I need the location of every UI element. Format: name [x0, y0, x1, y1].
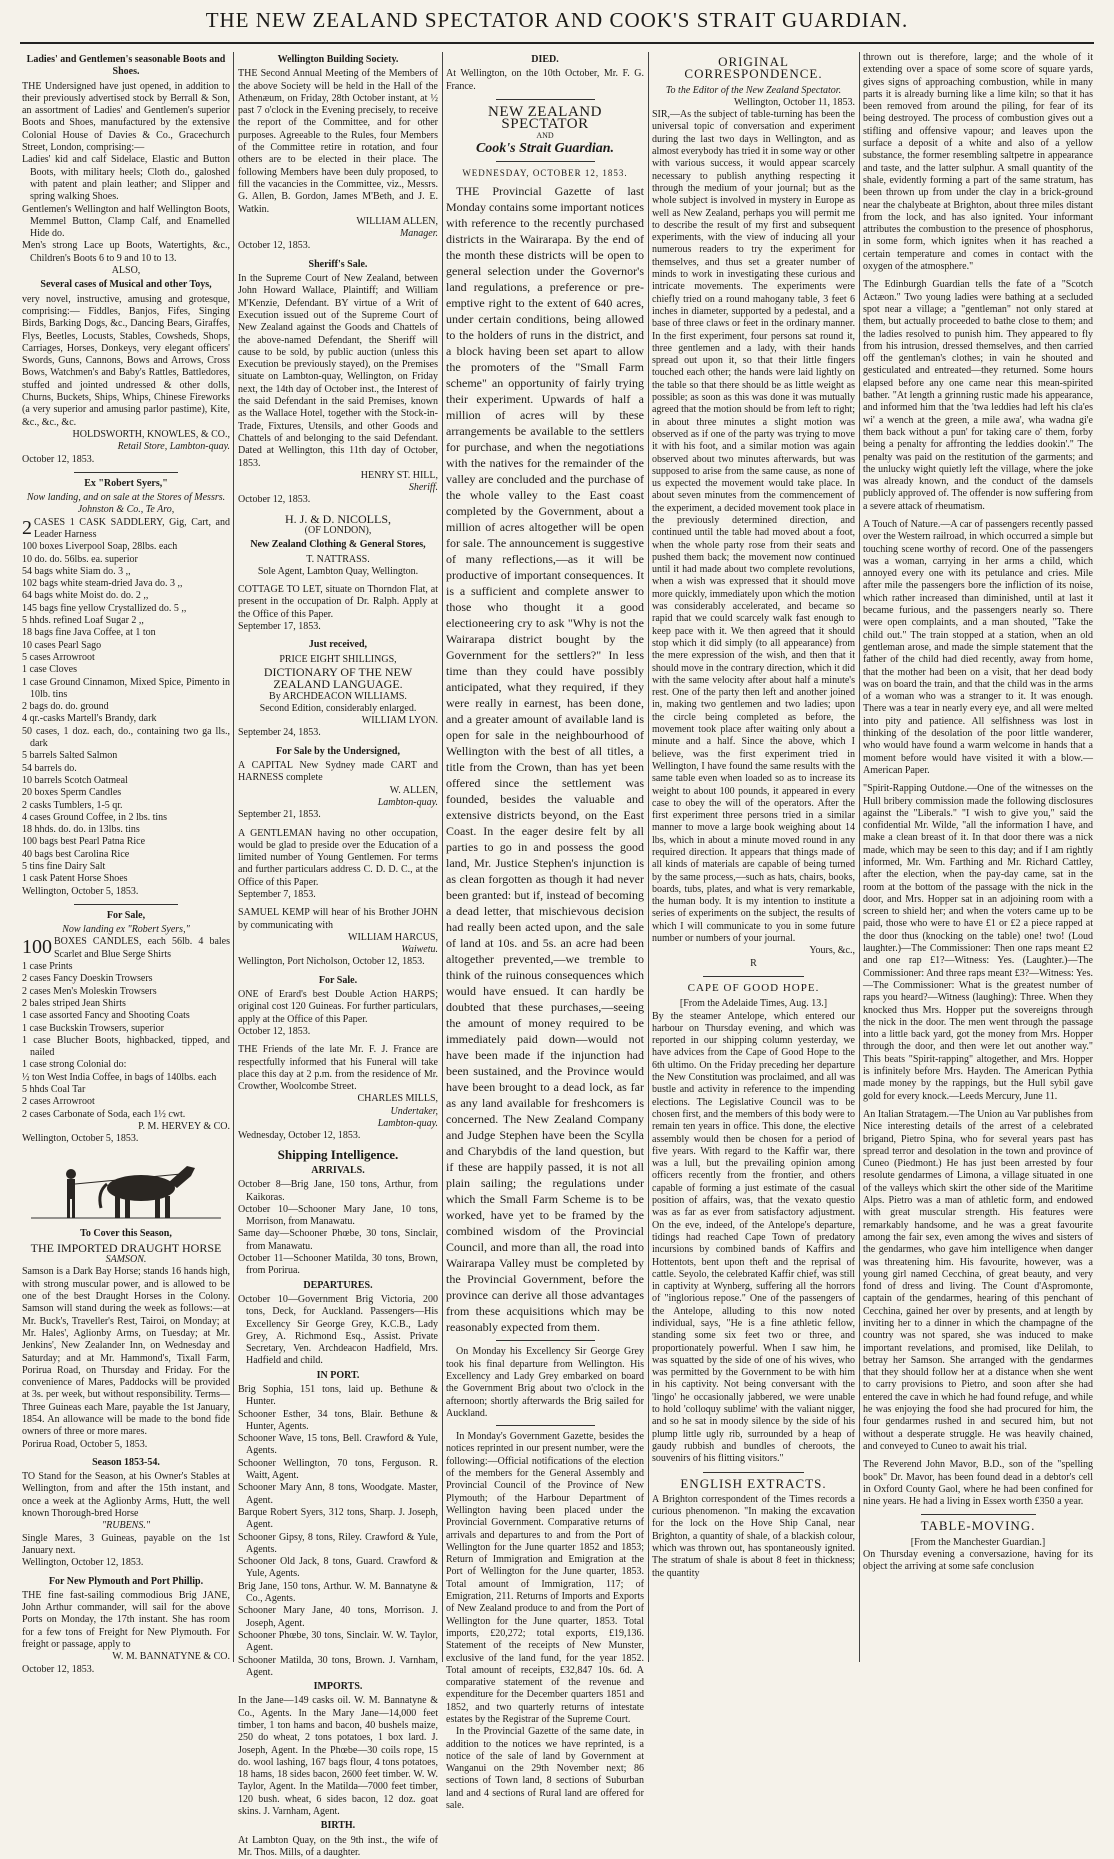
- article-body: The Reverend John Mavor, B.D., son of the "spelling book" Dr. Mavor, has been found dead in a debtor's cell in Oxford County Gaol, where he had been confined for nine years. He had a living in Essex worth £350 a year.: [863, 1459, 1093, 1508]
- advertiser-address: Retail Store, Lambton-quay.: [117, 441, 230, 453]
- list-item: Gentlemen's Wellington and half Wellington Boots, Memmel Button, Clamp Calf, and Enamelled Hide do.: [22, 203, 230, 240]
- advertiser-name: CHARLES MILLS,: [357, 1093, 438, 1105]
- advert-heading: For Sale,: [106, 909, 146, 921]
- article-body: On Thursday evening a conversazione, having for its object the arriving at some safe conclusion: [863, 1549, 1093, 1573]
- paper-and: AND: [536, 131, 554, 141]
- letter-address: To the Editor of the New Zealand Spectator.: [665, 84, 842, 96]
- subsection-heading: IN PORT.: [316, 1369, 360, 1381]
- advertiser-address: Lambton-quay.: [377, 796, 438, 808]
- advert-body: Samson is a Dark Bay Horse; stands 16 hands high, with strong muscular power, and is allowed to be one of the best Draught Horses in the Colony. Samson will stand during the week as follows:—at Mr. Buck's, Traveller's Rest, Tairoi, on Monday; at Mr. Hales', Aglionby Arms, on Tuesday; at Mr. Jenkins', New Zealander Inn, on Wednesday and Saturday; and at Mr. Hammond's, Tixall Farm, Porirua Road, on Thursday and Friday. For the convenience of Mares, Paddocks will be provided at 3s. per week, but without responsibility. Terms—Three Guineas each Mare, payable the 1st January, 1854. An allowance will be made to the bond fide owners of three or more mares.: [22, 1266, 230, 1438]
- advert-subheading: ALSO,: [111, 265, 141, 277]
- advert-lead: BOXES CANDLES, each 56lb. 4 bales Scarlet and Blue Serge Shirts: [54, 936, 230, 960]
- article-heading: CAPE OF GOOD HOPE.: [687, 981, 820, 994]
- divider: [496, 161, 595, 162]
- advertiser-address: Waiwetu.: [401, 944, 438, 956]
- dictionary-advert: [238, 639, 438, 739]
- list-item: 10 do. do. 56lbs. ea. superior: [22, 553, 138, 565]
- divider: [921, 1514, 1036, 1515]
- kemp-advert: [238, 907, 438, 968]
- advert-lead: THE IMPORTED DRAUGHT HORSE: [30, 1240, 222, 1255]
- correspondence-letter: [652, 56, 855, 970]
- advertiser-origin: (OF LONDON),: [304, 524, 372, 536]
- advert-price: PRICE EIGHT SHILLINGS,: [279, 653, 397, 665]
- divider: [74, 472, 178, 473]
- advert-heading: Wellington Building Society.: [277, 54, 399, 65]
- subsection-heading: ARRIVALS.: [311, 1164, 365, 1176]
- list-item: 10 cases Pearl Sago: [22, 639, 102, 651]
- paper-title: NEW ZEALAND SPECTATOR: [488, 103, 602, 133]
- advert-date: October 12, 1853.: [22, 1663, 95, 1675]
- advert-lead: CASES 1 CASK SADDLERY, Gig, Cart, and Leader Harness: [34, 516, 230, 540]
- divider: [496, 1340, 595, 1341]
- list-item: 50 cases, 1 doz. each, do., containing two ga lls., dark: [22, 725, 230, 750]
- list-item: Ladies' kid and calf Sidelace, Elastic and Button Boots, with military heels; Cloth do., galoshed with patent and plain leather; and Slipper and spring walking Shoes.: [22, 154, 230, 203]
- list-item: October 10—Government Brig Victoria, 200 tons, Deck, for Auckland. Passengers—His Excellency Sir George Grey, K.C.B., Lady Grey, A. Richmond Esq., Assist. Private Secretary, Ven. Archdeacon Hadfield, Mrs. Hadfield and child.: [238, 1293, 438, 1367]
- list-item: Schooner Wellington, 70 tons, Ferguson. R. Waitt, Agent.: [238, 1457, 438, 1482]
- list-item: 1 case strong Colonial do:: [22, 1059, 127, 1071]
- article-body: A Touch of Nature.—A car of passengers recently passed over the Western railroad, in which occurred a simple but touching scene worthy of record. One of the passengers was a woman, carrying in her arms a child, which annoyed every one with its petulance and cries. Mile after mile the passengers bore the infliction of its noise, which rather increased than diminished, until at last it became furious, and the passengers nearly so. There were open complaints, and a man shouted, "Take the child out." The train stopped at a station, when an old gentleman arose, and made the simple statement that the father of the child had died recently, away from home, that the mother had been on a visit, that her dead body was on board the train, and that the child was in the arms of a woman who was a stranger to it. It was enough. There was a tear in nearly every eye, and all were melted into pity and patience. All selfishness was lost in thinking of the desolation of the poor little wanderer, who would have found a warm welcome in hands that a moment before would have visited it with a blow.—American Paper.: [863, 518, 1093, 776]
- section-heading: ENGLISH EXTRACTS.: [680, 1475, 827, 1491]
- advert-heading: New Zealand Clothing & General Stores,: [250, 539, 426, 551]
- letter-body: SIR,—As the subject of table-turning has been the universal topic of conversation and experiment during the last two days in Wellington, and as almost everybody has tried it in some way or other with various success, it would appear scarcely necessary to publish anything respecting it through the medium of your journal; but as the whole subject is involved in mystery in Europe as well as New Zealand, perhaps you will permit me to describe the result of my first and subsequent experiments, with the view of inducing all your numerous readers to try the experiment for themselves, and thus set a greater number of minds to work in investigating these curious and intricate movements. The experiments were chiefly tried on a round mahogany table, 3 feet 6 inches in diameter, supported by a pedestal, and a base of three claws or feet in the ordinary manner. In the first experiment, four persons sat round it, three gentlemen and a lady, with their hands spread out upon it, so that their little fingers touched each other; the hands were laid lightly on the table so that there should be as little weight as possible; as soon as this was done it was mutually agreed that the motion should be from left to right; in about three minutes a slight motion was observed as if one of the party was trying to move it with his foot, and a similar motion was again observed about two minutes afterwards, but was supposed to arise from the same cause, as none of us expected the movement would take place. In about seven minutes from the commencement of the experiment, a decided movement took place in the previously determined direction, and continued until the table had moved about a foot, when the whole party rose from their seats and pushed them back; the movement now continued until it had made about two complete revolutions, when a wish was expressed that it should move more quickly, immediately upon which the motion was considerably accelerated, and became so rapid that we could scarcely walk fast enough to keep pace with it. We then agreed that it should stop which it did simply (to all appearance) from the mere expression of the wish, and then that it should move in the contrary direction, which it did with the same velocity after about half a minute's rest. One of the party then left and another joined in, making two gentlemen and two ladies; upon the circle being completed as before, the movement took place after waiting only about a minute and a half. Since the above, which I believe, was the first experiment tried in Wellington, I have found the same results with the same table even when loaded so as to increase its weight to about 100 pounds, it appeared in every case to obey the will of the operators. After the first experiment three persons tried in a similar manner to move a large book weighing about 14 lbs, which in about a minute moved round in any required direction. It appears that things made of all kinds of materials are capable of being turned by the same process,—such as hats, chairs, books, boards, tubs, plates, and what is very remarkable, the human body. It is my intention to institute a series of experiments on the subject, the results of which I will communicate to you in some future number or numbers of your journal.: [652, 109, 856, 945]
- subsection-heading: IMPORTS.: [313, 1681, 363, 1693]
- advert-date: Wellington, Port Nicholson, October 12, 1853.: [238, 956, 425, 968]
- column-5: [863, 52, 1093, 1662]
- advertiser-name: W. M. BANNATYNE & CO.: [112, 1651, 230, 1663]
- list-item: 100 bags best Pearl Patna Rice: [22, 836, 146, 848]
- imports-text: In the Jane—149 casks oil. W. M. Bannatyne & Co., Agents. In the Mary Jane—14,000 feet timber, 1 ton hams and bacon, 40 bushels maize, 250 do wheat, 2 tons potatoes, 1 box lard. J. Joseph, Agent. In the Phœbe—30 coils rope, 15 do. wool lashing, 167 bags flour, 4 tons potatoes, 18 hams, 18 sides bacon, 2600 feet timber. W. W. Taylor, Agent. In the Matilda—7000 feet timber, 120 bush. wheat, 6 sides bacon, 12 doz. goat skins. J. Varnham, Agent.: [238, 1695, 438, 1818]
- advert-heading: For Sale.: [318, 974, 358, 986]
- list-item: 4 qr.-casks Martell's Brandy, dark: [22, 713, 157, 725]
- advertiser-name: H. J. & D. NICOLLS,: [284, 511, 391, 526]
- advertiser-role: Sheriff.: [408, 482, 438, 494]
- nicolls-advert: [238, 513, 438, 578]
- editorial-text: [446, 183, 644, 1812]
- list-item: 10 barrels Scotch Oatmeal: [22, 774, 128, 786]
- advert-heading: To Cover this Season,: [80, 1227, 172, 1239]
- advert-date: September 21, 1853.: [238, 809, 321, 821]
- advertiser-name: T. NATTRASS.: [306, 553, 370, 565]
- advertiser-name: HENRY ST. HILL,: [360, 469, 438, 481]
- subsection-heading: BIRTH.: [320, 1820, 356, 1832]
- advert-date: September 7, 1853.: [238, 889, 316, 900]
- article-body: An Italian Stratagem.—The Union au Var publishes from Nice interesting details of the arrest of a celebrated brigand, Pietro Spina, who for several years past has spread terror and desolation in the town and province of Cuneo (Piedmont.) He has just been arrested by four resolute gendarmes of Limona, a village situated in one of the valleys which skirt the other side of the Maritime Alps. Pietro was a man of athletic form, and endowed with great muscular strength. His features were remarkably handsome, and he was a great favourite among the fair sex, even among the wives and sisters of the gendarmes, who gave him intelligence when danger was threatening him. His favourite, however, was a young girl named Cecchina, of great beauty, and very fond of dress and living. The Count d'Aspromonte, captain of the gendarmes, hearing of this penchant of Cecchina, gained her over by presents, and at length by inviting her to a dinner in which the champagne of the country was not spared, she was induced to make important revelations, and promised, like Delilah, to betray her Samson. She arranged with the gendarmes that they should follow her at a distance when she went to carry provisions to Pietro, and soon after she had entered the cave in which he had found refuge, and while he was enjoying the food she had procured for him, the four gendarmes rushed in and secured him, but not without a desperate struggle. He was heavily chained, and conveyed to Cuneo to await his trial.: [863, 1108, 1093, 1452]
- advert-date: October 12, 1853.: [22, 453, 95, 465]
- list-item: 5 hhds. refined Loaf Sugar 2 ,,: [22, 615, 144, 627]
- article-body: A Brighton correspondent of the Times records a curious phenomenon. "In making the excavation for the lock on the Hove Ship Canal, near Brighton, a quantity of shale, of a blackish colour, which was thrown out, has spontaneously ignited. The stratum of shale is about 8 feet in thickness; the quantity: [652, 1493, 855, 1579]
- column-rule: [233, 52, 234, 1662]
- tutor-advert: [238, 828, 438, 902]
- candles-advert: [22, 910, 230, 1146]
- list-item: 1 case Blucher Boots, highbacked, tipped, and nailed: [22, 1034, 230, 1059]
- plymouth-advert: [22, 1576, 230, 1676]
- advert-body: COTTAGE TO LET, situate on Thorndon Flat, at present in the occupation of Dr. Ralph. Apply at the Office of this Paper.: [238, 584, 438, 620]
- editorial-paragraph: In the Provincial Gazette of the same date, in addition to the notices we have reprinted, is a notice of the sale of land by Government at Wanganui on the 29th November next; 86 sections of Town land, 8 sections of Suburban land and 4 sections of Rural land are offered for sale.: [446, 1726, 644, 1812]
- boots-advert: [22, 54, 230, 466]
- section-heading: ORIGINAL CORRESPONDENCE.: [684, 54, 823, 82]
- advert-date: October 12, 1853.: [238, 1025, 311, 1037]
- sheriff-sale-advert: [238, 259, 438, 507]
- shipping-intelligence: [238, 1146, 438, 1859]
- letter-signature: R: [750, 957, 757, 969]
- notice-body: At Wellington, on the 10th October, Mr. F. G. France.: [446, 68, 644, 92]
- rubens-advert: [22, 1457, 230, 1570]
- list-item: 54 barrels do.: [22, 762, 77, 774]
- masthead-rule: [20, 42, 1094, 44]
- advert-date: September 17, 1853.: [238, 621, 321, 633]
- list-item: Barque Robert Syers, 312 tons, Sharp. J. Joseph, Agent.: [238, 1506, 438, 1531]
- article-body: "Spirit-Rapping Outdone.—One of the witnesses on the Hull bribery commission made the following disclosures against the "Liberals." "I wish to give you," said the confidential Mr. Wilde, "all the information I have, and make a clean breast of it. In that door there was a nick made, which may be seen to this day; and if I am rightly informed, Mr. Wm. Farthing and Mr. Richard Cattley, after the election, when the pay-day came, sat in the room at the bottom of the passage with the nick in the door, and Mrs. Hopper sat in an adjoining room with a screen to shield her; and when the voters came up to be paid, those who were to have £1 or £2 a piece rapped at the door thus (knocking on the table) one! two! (Loud laughter.)—The Commissioner: Then one raps meant £2 and one rap £1?—Witness: Yes. (Laughter.)—The Commissioner: And three raps meant £3?—Witness: Yes.—The Commissioner: What is the greatest number of raps you heard?—Witness (laughing): Three. When they knocked thus Mrs. Hopper put the sovereigns through the nick in the door. The men went through the passage into a little back yard, got the money from Mrs. Hopper through the door, and then were let out another way." This beats "Spirit-rapping" altogether, and Mrs. Hopper is infinitely before Mrs. Hayden. The American Pythia made money by the rappings, but the Hull sybil gave gold for every knock.—Leeds Mercury, June 11.: [863, 783, 1093, 1102]
- advert-body: A CAPITAL New Sydney made CART and HARNESS complete: [238, 760, 438, 784]
- list-item: Schooner Gipsy, 8 tons, Riley. Crawford & Yule, Agents.: [238, 1531, 438, 1555]
- advert-date: Wellington, October 5, 1853.: [22, 1133, 139, 1145]
- advertiser-name: WILLIAM LYON.: [361, 715, 438, 727]
- book-title: DICTIONARY OF THE NEW ZEALAND LANGUAGE.: [263, 664, 413, 692]
- article-body: thrown out is therefore, large; and the whole of it extending over a space of some score of square yards, gives signs of approaching combustion, while in many parts it is already burning like a lime kiln; so that it has been removed from around the piling, for fear of its being destroyed. The process of combustion gives out a stifling and offensive vapour; and leaves upon the surface a deposit of a white and also of a yellow substance, the former resembling saltpetre in appearance and taste, and the latter sulphur. A small quantity of the shale, evidently forming a part of the same stratum, has been thrown up from under the clay in a brick-ground near the chalybeate at Brighton, about three miles distant from the lock, and has also ignited. Your informant attributes the combustion to the presence of phosphorus, in some form, which ignites when it has reached a certain temperature and comes in contact with the oxygen of the atmosphere.": [863, 52, 1093, 273]
- list-item: October 10—Schooner Mary Jane, 10 tons, Morrison, from Manawatu.: [238, 1203, 438, 1228]
- advert-date: October 12, 1853.: [238, 240, 311, 252]
- paper-subtitle: Cook's Strait Guardian.: [475, 140, 615, 156]
- list-item: 20 boxes Sperm Candles: [22, 787, 122, 799]
- advert-body: SAMUEL KEMP will hear of his Brother JOHN by communicating with: [238, 907, 438, 931]
- divider: [496, 99, 595, 100]
- advert-body: TO Stand for the Season, at his Owner's Stables at Wellington, from and after the 15th instant, and once a week at the Aglionby Arms, Hutt, the well known Thorough-bred Horse: [22, 1471, 230, 1520]
- list-item: 1 case Cloves: [22, 664, 77, 676]
- list-item: 5 barrels Salted Salmon: [22, 750, 118, 762]
- advert-body: very novel, instructive, amusing and grotesque, comprising:— Fiddles, Banjos, Fifes, Singing Birds, Barking Dogs, &c., Dancing Bears, Giraffes, Flys, Beetles, Locusts, Stables, Cowsheds, Shops, Carriages, Horses, Donkeys, very elegant officers' Swords, Guns, Cannons, Bows and Arrows, Cross Bows, Watchmen's and Baby's Rattles, Battledores, stuffed and jointed undressed & other dolls, Churns, Buckets, Ships, Whips, Chinese Fireworks (a very superior and amusing parlor pastime), Kite, &c., &c., &c.: [22, 293, 230, 428]
- list-item: ½ ton West India Coffee, in bags of 140lbs. each: [22, 1071, 217, 1083]
- list-item: Schooner Old Jack, 8 tons, Guard. Crawford & Yule, Agents.: [238, 1556, 438, 1580]
- list-item: 2 cases Men's Moleskin Trowsers: [22, 985, 157, 997]
- horse-name: SAMSON.: [105, 1254, 147, 1266]
- list-item: 5 tins fine Dairy Salt: [22, 861, 106, 872]
- list-item: 2 bales striped Jean Shirts: [22, 997, 126, 1009]
- article-body: By the steamer Antelope, which entered our harbour on Thursday evening, and which was reported in our shipping column yesterday, we have advices from the Cape of Good Hope to the 6th ultimo. On the Friday preceding her departure the New Constitution was proclaimed, and all was bustle and activity in reference to the impending elections. The Legislative Council was to be chosen first, and the members of this body were to remain ten years in office. This done, the elective assembly would then be chosen for a period of five years. With regard to the Kaffir war, there was a lull, but the prevailing opinion among officers recently from the frontier, and others capable of forming a just estimate of the casual position of affairs, was, that the vexato questio was as far as ever from satisfactory adjustment. On the eve, indeed, of the Antelope's departure, tidings had reached Cape Town of predatory incursions by combined bands of Kaffirs and Hottentots, bent upon theft and the reprisal of cattle. Seyolo, the celebrated Kaffir chief, was still in captivity at Wynberg, suffering all the horrors of "inglorious repose." One of the passengers of the Antelope, alluding to this now noted individual, says, "He is a fine athletic fellow, standing some six feet two or three, and proportionately powerful. When I saw him, he was squatted by the side of one of his wives, who was permitted by the Government to be with him in his captivity. Not being conversant with the 'lingo' he occasionally jabbered, we were unable to hold 'colloquy sublime' with the valiant nigger, and so he sat in moody silence by the side of his plump little ugly rib, surrounded by a heap of gaudy rubbish and bundles of cheroots, the souvenirs of his flitting visitors.": [652, 1010, 855, 1465]
- advert-date: Wellington, October 5, 1853.: [22, 885, 139, 897]
- list-item: 2 bags do. do. ground: [22, 701, 109, 713]
- advert-heading: Sheriff's Sale.: [308, 258, 368, 270]
- list-item: 2 cases Arrowroot: [22, 1096, 95, 1108]
- list-item: 102 bags white steam-dried Java do. 3 ,,: [22, 578, 183, 590]
- divider: [74, 904, 178, 905]
- list-item: 54 bags white Siam do. 3 ,,: [22, 565, 131, 577]
- list-item: Brig Jane, 150 tons, Arthur. W. M. Bannatyne & Co., Agents.: [238, 1580, 438, 1605]
- list-item: 40 bags best Carolina Rice: [22, 848, 130, 860]
- lead-numeral: 100: [22, 936, 52, 959]
- samson-advert: [22, 1228, 230, 1451]
- divider: [496, 1425, 595, 1426]
- list-item: 1 cask Patent Horse Shoes: [22, 873, 128, 885]
- horse-name: "RUBENS.": [101, 1520, 151, 1532]
- column-3: [446, 52, 644, 1812]
- advert-heading: For New Plymouth and Port Phillip.: [48, 1575, 204, 1587]
- column-2: [238, 52, 438, 1858]
- book-edition: Second Edition, considerably enlarged.: [259, 702, 417, 714]
- editorial-masthead: [446, 103, 644, 156]
- divider: [703, 976, 805, 977]
- advert-body: THE Friends of the late Mr. F. J. France are respectfully informed that his Funeral will take place this day at 2 p.m. from the residence of Mr. Crowther, Woolcombe Street.: [238, 1044, 438, 1093]
- funeral-notice: [238, 1044, 438, 1142]
- column-rule: [859, 52, 860, 1662]
- syers-advert: [22, 478, 230, 898]
- advert-body: A GENTLEMAN having no other occupation, would be glad to preside over the Education of a limited number of Young Gentlemen. For terms and further particulars address C. D. D. C., at the Office of this Paper.: [238, 827, 438, 888]
- english-extracts: [652, 1475, 855, 1580]
- advertiser-role: Undertaker,: [390, 1105, 438, 1117]
- advert-heading: For Sale by the Undersigned,: [276, 745, 400, 757]
- advertiser-name: W. ALLEN,: [389, 784, 438, 796]
- advert-subheading: Now landing, and on sale at the Stores of Messrs. Johnston & Co., Te Aro,: [26, 492, 226, 516]
- advertiser-name: WILLIAM ALLEN,: [356, 215, 438, 227]
- article-body: The Edinburgh Guardian tells the fate of a "Scotch Actæon." Two young ladies were bathing at a secluded spot near a village; a "gentleman" not only stared at them, but actually proceeded to bathe close to them; and the ladies resolved to punish him. They appeared to fly from his intrusion, dressed themselves, and then carried off the gentleman's clothes; in vain he shouted and gesticulated and entreated—they returned. Some hours elapsed before any one came near this mean-spirited bather. "At length a grinning rustic made his appearance, and informed him that the 'twa leddies had left his cla'es wi' a wench at the green, a mile awa', wha wadna gi'e them back without a pun' for taking care o' them, forby being a penalty for affronting the leddies dookin'." The penalty was paid on the restitution of the garments; and the unlucky wight quietly left the village, where the joke was already known, and the conduct of the damsels publicly approved of. The offender is now suffering from a severe attack of rheumatism.: [863, 279, 1093, 512]
- list-item: Schooner Phœbe, 30 tons, Sinclair. W. W. Taylor, Agent.: [238, 1629, 438, 1654]
- advert-heading: Several cases of Musical and other Toys,: [40, 279, 212, 291]
- advert-body: Single Mares, 3 Guineas, payable on the 1st January next.: [22, 1532, 230, 1556]
- list-item: 64 bags white Moist do. do. 2 ,,: [22, 590, 149, 602]
- editorial-dateline: WEDNESDAY, OCTOBER 12, 1853.: [462, 168, 628, 179]
- list-item: Schooner Matilda, 30 tons, Brown. J. Varnham, Agent.: [238, 1654, 438, 1678]
- list-item: 18 bags fine Java Coffee, at 1 ton: [22, 627, 156, 639]
- list-item: October 11—Schooner Matilda, 30 tons, Brown, from Porirua.: [238, 1253, 438, 1277]
- advert-heading: Ex "Robert Syers,": [84, 477, 168, 489]
- list-item: 100 boxes Liverpool Soap, 28lbs. each: [22, 541, 178, 553]
- advert-date: Wellington, October 12, 1853.: [22, 1557, 144, 1569]
- advert-body: THE Undersigned have just opened, in addition to their previously advertised stock by Berrall & Son, an assortment of Ladies' and Gentlemen's superior Boots and Shoes, manufactured by the extensive Colonial House of Davies & Co., Gracechurch Street, London, comprising:—: [22, 80, 230, 154]
- advertiser-name: WILLIAM HARCUS,: [348, 931, 438, 943]
- letter-place: Wellington, October 11, 1853.: [733, 96, 855, 108]
- advert-heading: Season 1853-54.: [92, 1456, 160, 1468]
- birth-notice: At Lambton Quay, on the 9th inst., the wife of Mr. Thos. Mills, of a daughter.: [238, 1834, 438, 1858]
- column-1: [22, 52, 230, 1675]
- list-item: 1 case Prints: [22, 961, 73, 973]
- list-item: 5 cases Arrowroot: [22, 651, 95, 663]
- list-item: October 8—Brig Jane, 150 tons, Arthur, from Kaikoras.: [238, 1179, 438, 1203]
- list-item: Schooner Mary Jane, 40 tons, Morrison. J. Joseph, Agent.: [238, 1605, 438, 1629]
- notice-heading: DIED.: [531, 54, 559, 65]
- subsection-heading: DEPARTURES.: [303, 1279, 373, 1291]
- editorial-paragraph: THE Provincial Gazette of last Monday contains some important notices with reference to the recently purchased districts in the Wairarapa. By the end of the month these districts will be open to general selection under the Governor's land regulations, a preference or pre-emptive right to the extent of 640 acres, under certain conditions, being allowed to the holders of runs in the district, and a block having been set apart to allow the promoters of the "Small Farm scheme" an opportunity of fairly trying their experiment. Upwards of half a million of acres will by these arrangements be available to the settlers for purchase, and when the negotiations with the natives for the remainder of the valley are concluded and the purchase of the whole valley to the East coast completed by the Government, about a million of acres altogether will be open for sale. The announcement is suggestive of many reflections,—as it will be productive of important consequences. It is a sufficient and complete answer to those who thought it a good electioneering cry to ask "Why is not the Wairarapa district bought by the Government for the settlers?" In less time than they could have possibly anticipated, what they required, if they were really in earnest, has been done, and a greater amount of available land is open for sale in the neighbourhood of Wellington with the best of all titles, a title from the Crown, than has yet been offered since the settlement was founded, besides the valuable and extensive districts beyond, on the East Coast. In the eager desire felt by all parties to go in and possess the good land, Mr. Justice Stephen's injunction is as clean forgotten as though it had never been granted: but if, instead of becoming a dead letter, that mischievous decision had really been acted upon, and the sale of land at 10s. and 5s. an acre had been altogether prevented,—we tremble to think of the ruinous consequences which would have ensued. It can hardly be doubted that these purchases,—seeing the amount of money required to be immediately paid down—would not have been made if the injunction had been sustained, and the Province would have been brought to a dead lock, as far as any land available for freshcomers is concerned. The New Zealand Company and Judge Stephen have been the Scylla and Charybdis of the land question, but if these are happily passed, it is not all plain sailing; the regulations under which the Small Farm Scheme is to be worked, have yet to be framed by the combined wisdom of the Provincial Council, and more than all, the road into Wairarapa Valley must be completed by the Provincial Government, before the province can derive all those advantages from these acquisitions which may be reasonably expected from them.: [446, 184, 644, 1335]
- article-heading: TABLE-MOVING.: [920, 1518, 1036, 1534]
- book-author: By ARCHDEACON WILLIAMS.: [269, 690, 407, 702]
- advert-body: ONE of Erard's best Double Action HARPS; original cost 120 Guineas. For further particulars, apply at the Office of this Paper.: [238, 989, 438, 1025]
- editorial-paragraph: On Monday his Excellency Sir George Grey took his final departure from Wellington. His Excellency and Lady Grey embarked on board the Government Brig about two o'clock in the afternoon; shortly afterwards the Brig sailed for Auckland.: [446, 1346, 644, 1419]
- column-4: [652, 52, 855, 1662]
- column-rule: [648, 52, 649, 1662]
- column-rule: [442, 52, 443, 1662]
- list-item: 2 casks Tumblers, 1-5 qr.: [22, 799, 123, 811]
- advert-date: Wednesday, October 12, 1853.: [238, 1130, 361, 1142]
- advertiser-address: Sole Agent, Lambton Quay, Wellington.: [257, 565, 419, 577]
- article-source: [From the Adelaide Times, Aug. 13.]: [679, 998, 828, 1010]
- advert-date: October 12, 1853.: [238, 494, 311, 506]
- advert-body: THE fine fast-sailing commodious Brig JANE, John Arthur commander, will sail for the above Ports on Monday, the 17th instant. She has room for a few tons of Freight for New Plymouth. For freight or passage, apply to: [22, 1589, 230, 1651]
- lead-numeral: 2: [22, 516, 32, 539]
- advert-date: September 24, 1853.: [238, 727, 321, 739]
- list-item: Men's strong Lace up Boots, Watertights, &c., Children's Boots 6 to 9 and 10 to 13.: [22, 240, 230, 264]
- advertiser-name: P. M. HERVEY & CO.: [138, 1120, 230, 1132]
- list-item: Schooner Wave, 15 tons, Bell. Crawford & Yule, Agents.: [238, 1433, 438, 1457]
- death-notice: [446, 54, 644, 93]
- advert-heading: Just received,: [308, 639, 368, 651]
- list-item: Same day—Schooner Phœbe, 30 tons, Sinclair, from Manawatu.: [238, 1228, 438, 1252]
- article-source: [From the Manchester Guardian.]: [910, 1536, 1046, 1548]
- list-item: Schooner Esther, 34 tons, Blair. Bethune & Hunter, Agents.: [238, 1408, 438, 1432]
- list-item: 5 hhds Coal Tar: [22, 1084, 86, 1096]
- list-item: Schooner Mary Ann, 8 tons, Woodgate. Master, Agent.: [238, 1482, 438, 1506]
- list-item: Brig Sophia, 151 tons, laid up. Bethune & Hunter.: [238, 1383, 438, 1408]
- cape-article: [652, 982, 855, 1466]
- advert-heading: Ladies' and Gentlemen's seasonable Boots and Shoes.: [26, 54, 226, 78]
- advert-body: In the Supreme Court of New Zealand, between John Howard Wallace, Plaintiff; and William M'Kenzie, Defendant. BY virtue of a Writ of Execution issued out of the Supreme Court of New Zealand against the Goods and Chattels of the above-named Defendant, the Sheriff will cause to be sold, by public auction (unless this Execution be previously stayed), on the Premises situate on Lambton-quay, Wellington, on Friday next, the 14th day of October inst., the Interest of the said Defendant in the said Premises, known as the Wallace Hotel, together with the Stock-in-Trade, Fixtures, Utensils, and other Goods and Chattels of and belonging to the said Defendant. Dated at Wellington, this 11th day of October, 1853.: [238, 273, 438, 469]
- list-item: 1 case Buckskin Trowsers, superior: [22, 1022, 164, 1034]
- editorial-paragraph: In Monday's Government Gazette, besides the notices reprinted in our present number, were the following:—Official notifications of the election of the members for the General Assembly and Provincial Council of the Province of New Plymouth; of the Harbour Department of Wellington having been placed under the Provincial Government. Comparative returns of arrivals and departures to and from the Port of Wellington for the June quarter 1852 and 1853; Return of Immigration and Emigration at the Port of Wellington for the June quarter, 1853. Total amount of Immigration, 117; of Emigration, 211. Returns of Imports and Exports of New Zealand produce to and from the Port of Wellington for the June quarter, 1853. Total imports, £20,272; total exports, £19,136. Statement of the receipts of New Munster, exclusive of the land fund, for the year 1852. Total amount of receipts, £32,847 10s. 6d. A comparative statement of the revenue and expenditure for the December quarters 1851 and 1852, and two quarterly returns of intestate estates by the Registrar of the Supreme Court.: [446, 1431, 644, 1725]
- advert-date: Porirua Road, October 5, 1853.: [22, 1438, 148, 1450]
- list-item: 18 hhds. do. do. in 13lbs. tins: [22, 824, 140, 836]
- list-item: 1 case Ground Cinnamon, Mixed Spice, Pimento in 10lb. tins: [22, 676, 230, 700]
- list-item: 2 cases Carbonate of Soda, each 1½ cwt.: [22, 1108, 186, 1120]
- cottage-advert: [238, 584, 438, 633]
- cart-advert: [238, 746, 438, 822]
- horse-engraving: [31, 1152, 221, 1222]
- advertiser-address: Lambton-quay.: [377, 1118, 438, 1130]
- list-item: 145 bags fine yellow Crystallized do. 5 ,,: [22, 602, 187, 614]
- advertiser-role: Manager.: [399, 228, 438, 240]
- advert-body: THE Second Annual Meeting of the Members of the above Society will be held in the Hall of the Athenæum, on Friday, 28th October instant, at ½ past 7 o'clock in the Evening precisely, to receive the report of the Committee, and for other purposes. Agreeable to the Rules, four Members of the Committee retire in rotation, and four others are to be elected in their place. The following Members have been duly proposed, to fill the vacancies in the Committee, viz., Messrs. G. Allen, B. Gordon, James M'Beth, and J. E. Watkin.: [238, 68, 438, 215]
- advert-subheading: Now landing ex "Robert Syers,": [62, 924, 190, 936]
- list-item: 2 cases Fancy Doeskin Trowsers: [22, 973, 153, 985]
- letter-closing: Yours, &c.,: [809, 945, 855, 957]
- divider: [703, 1472, 805, 1473]
- masthead: THE NEW ZEALAND SPECTATOR AND COOK'S STRAIT GUARDIAN.: [205, 8, 909, 32]
- list-item: 4 cases Ground Coffee, in 2 lbs. tins: [22, 811, 168, 823]
- building-society-advert: [238, 54, 438, 253]
- list-item: 1 case assorted Fancy and Shooting Coats: [22, 1010, 190, 1022]
- section-heading: Shipping Intelligence.: [277, 1146, 399, 1162]
- harp-advert: [238, 975, 438, 1038]
- advertiser-name: HOLDSWORTH, KNOWLES, & CO.,: [72, 428, 230, 440]
